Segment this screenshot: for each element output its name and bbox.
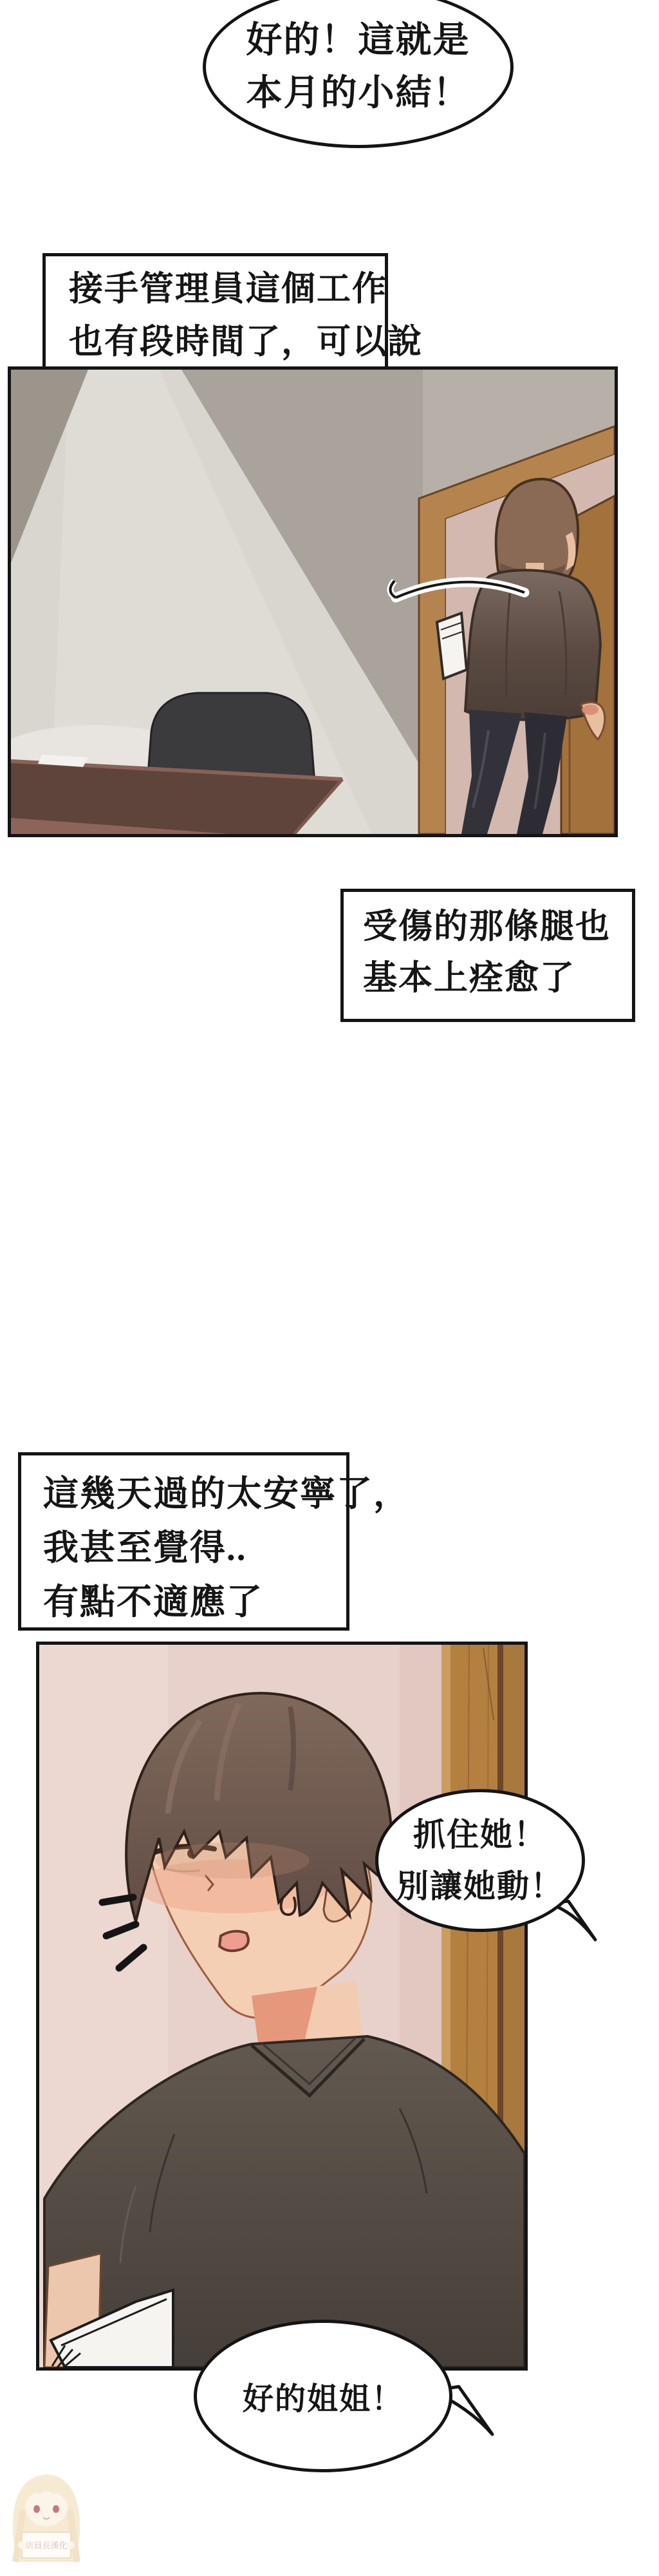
- panel-closeup: [36, 1642, 528, 2371]
- bubble-line: 別讓她動！: [396, 1868, 564, 1904]
- speech-bubble-shout: [375, 1789, 585, 1932]
- caption-line: 接手管理員這個工作: [69, 270, 387, 308]
- chibi-girl: [13, 2475, 80, 2562]
- speech-bubble-opening: [203, 0, 514, 148]
- watermark-sign-text: 店員長漢化: [25, 2541, 68, 2550]
- open-mouth: [219, 1931, 248, 1951]
- caption-line: 也有段時間了，可以說: [69, 323, 423, 361]
- panel-office-exit: [8, 366, 618, 837]
- caption-box-leg: [340, 889, 635, 1022]
- caption-line: 基本上痊愈了: [363, 960, 575, 997]
- bubble-line: 本月的小結！: [246, 73, 470, 113]
- panel-closeup-art: [39, 1645, 524, 2367]
- bubble-line: 抓住她！: [413, 1817, 547, 1853]
- caption-line: 受傷的那條腿也: [363, 908, 611, 945]
- man-jacket: [465, 570, 600, 720]
- bubble-line: 好的！這就是: [246, 21, 470, 61]
- bubble-line: 好的姐姐！: [242, 2382, 404, 2416]
- panel-office-art: [11, 370, 615, 834]
- speech-bubble-reply: [194, 2320, 452, 2472]
- caption-box-calm: [18, 1452, 411, 1631]
- caption-line: 這幾天過的太安寧了，: [43, 1474, 411, 1513]
- scanlation-watermark: [4, 2465, 89, 2568]
- caption-line: 我甚至覺得..: [43, 1528, 247, 1567]
- eye: [33, 2505, 40, 2513]
- caption-line: 有點不適應了: [43, 1582, 264, 1622]
- eye: [53, 2505, 59, 2513]
